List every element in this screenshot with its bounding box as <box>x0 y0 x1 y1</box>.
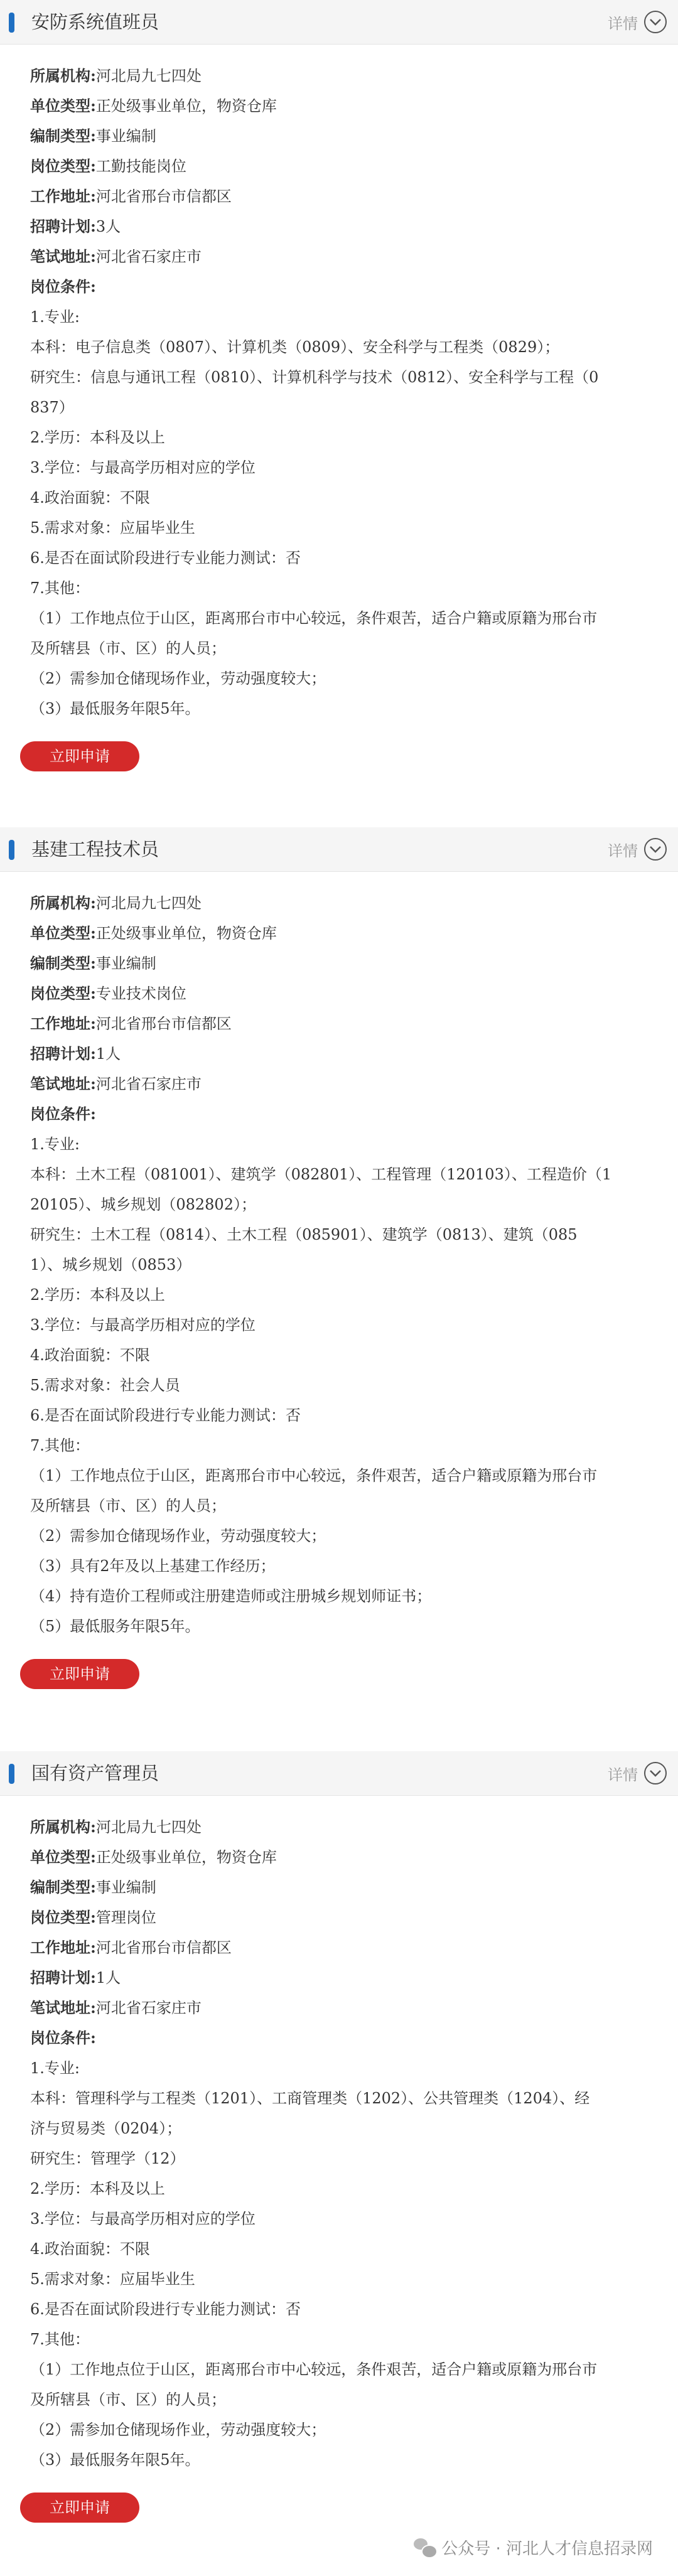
condition-line: 4.政治面貌：不限 <box>30 1346 150 1364</box>
info-key: 工作地址: <box>30 1938 96 1956</box>
info-key: 单位类型: <box>30 1848 96 1866</box>
info-row <box>30 1933 648 1963</box>
info-row <box>30 91 648 121</box>
section-title: 国有资产管理员 <box>31 1763 159 1784</box>
condition-line: 7.其他： <box>30 2331 90 2348</box>
condition-line: 研究生：土木工程（0814）、土木工程（085901）、建筑学（0813）、建筑（085 <box>30 1226 578 1243</box>
condition-line: 3.学位：与最高学历相对应的学位 <box>30 2210 256 2228</box>
section-header <box>0 0 678 45</box>
condition-line: 4.政治面貌：不限 <box>30 2240 150 2258</box>
info-value: 河北局九七四处 <box>95 894 202 912</box>
condition-line: 2.学历：本科及以上 <box>30 2180 165 2198</box>
condition-line: （4）持有造价工程师或注册建造师或注册城乡规划师证书； <box>30 1587 432 1605</box>
info-value: 河北省石家庄市 <box>95 1075 202 1093</box>
condition-line: 3.学位：与最高学历相对应的学位 <box>30 1316 256 1334</box>
info-row <box>30 242 648 272</box>
info-row <box>30 1842 648 1872</box>
info-key: 笔试地址: <box>30 247 96 266</box>
info-key: 招聘计划: <box>30 1968 96 1987</box>
info-key: 所属机构: <box>30 894 96 912</box>
condition-line: （2）需参加仓储现场作业，劳动强度较大； <box>30 670 326 687</box>
condition-line: （1）工作地点位于山区，距离邢台市中心较远，条件艰苦，适合户籍或原籍为邢台市 <box>30 1467 598 1484</box>
info-key: 岗位条件: <box>30 277 96 296</box>
info-row <box>30 1963 648 1993</box>
info-row <box>30 1872 648 1902</box>
condition-line: 2.学历：本科及以上 <box>30 429 165 446</box>
info-row <box>30 1009 648 1039</box>
footer-watermark <box>414 2536 653 2559</box>
footer-text: 公众号 · 河北人才信息招录网 <box>441 2540 653 2558</box>
info-row <box>30 918 648 948</box>
info-value: 河北局九七四处 <box>95 1818 202 1836</box>
section-body <box>0 1796 678 2475</box>
detail-toggle[interactable] <box>608 837 667 862</box>
apply-button[interactable]: 立即申请 <box>20 741 139 771</box>
condition-line: 6.是否在面试阶段进行专业能力测试：否 <box>30 549 301 567</box>
condition-line: 2.学历：本科及以上 <box>30 1286 165 1304</box>
info-row <box>30 979 648 1009</box>
info-key: 岗位类型: <box>30 157 96 175</box>
condition-line: 及所辖县（市、区）的人员； <box>30 640 226 657</box>
info-key: 单位类型: <box>30 924 96 942</box>
condition-line: （2）需参加仓储现场作业，劳动强度较大； <box>30 2421 326 2439</box>
condition-line: （1）工作地点位于山区，距离邢台市中心较远，条件艰苦，适合户籍或原籍为邢台市 <box>30 609 598 627</box>
info-value: 事业编制 <box>95 127 156 145</box>
info-row <box>30 181 648 212</box>
info-row <box>30 2023 648 2053</box>
info-value: 专业技术岗位 <box>95 985 186 1002</box>
condition-line: 7.其他： <box>30 579 90 597</box>
condition-line: 研究生：信息与通讯工程（0810）、计算机科学与技术（0812）、安全科学与工程（0 <box>30 368 599 386</box>
info-value: 事业编制 <box>95 955 156 972</box>
info-row <box>30 1812 648 1842</box>
info-key: 所属机构: <box>30 1818 96 1836</box>
condition-line: （2）需参加仓储现场作业，劳动强度较大； <box>30 1527 326 1545</box>
info-row <box>30 1039 648 1069</box>
condition-line: （3）具有2年及以上基建工作经历； <box>30 1557 276 1575</box>
detail-label: 详情 <box>608 1766 638 1784</box>
condition-line: 5.需求对象：应届毕业生 <box>30 2270 195 2288</box>
section-accent-bar <box>9 1764 14 1784</box>
info-value: 河北局九七四处 <box>95 67 202 85</box>
condition-line: 837） <box>30 399 74 416</box>
condition-line: 6.是否在面试阶段进行专业能力测试：否 <box>30 2300 301 2318</box>
section-header <box>0 827 678 872</box>
condition-line: （1）工作地点位于山区，距离邢台市中心较远，条件艰苦，适合户籍或原籍为邢台市 <box>30 2361 598 2378</box>
condition-line: 6.是否在面试阶段进行专业能力测试：否 <box>30 1407 301 1424</box>
condition-line: （3）最低服务年限5年。 <box>30 700 200 717</box>
section-header <box>0 1751 678 1796</box>
detail-toggle[interactable] <box>608 9 667 35</box>
info-value: 3人 <box>95 218 121 235</box>
condition-line: 3.学位：与最高学历相对应的学位 <box>30 459 256 476</box>
info-key: 岗位条件: <box>30 1105 96 1123</box>
section-body <box>0 45 678 724</box>
info-key: 工作地址: <box>30 187 96 205</box>
info-key: 笔试地址: <box>30 1075 96 1093</box>
condition-line: 研究生：管理学（12） <box>30 2150 185 2167</box>
info-key: 编制类型: <box>30 954 96 972</box>
info-value: 1人 <box>95 1045 121 1063</box>
info-row <box>30 212 648 242</box>
info-key: 岗位类型: <box>30 1908 96 1926</box>
detail-toggle[interactable] <box>608 1761 667 1786</box>
info-row <box>30 151 648 181</box>
info-row <box>30 61 648 91</box>
info-value: 河北省邢台市信都区 <box>95 1015 232 1033</box>
info-value: 河北省邢台市信都区 <box>95 188 232 205</box>
info-key: 招聘计划: <box>30 1044 96 1063</box>
info-value: 河北省石家庄市 <box>95 248 202 266</box>
condition-line: 及所辖县（市、区）的人员； <box>30 2391 226 2408</box>
info-row <box>30 948 648 979</box>
info-value: 正处级事业单位，物资仓库 <box>95 97 277 115</box>
section-body <box>0 872 678 1641</box>
info-key: 岗位类型: <box>30 984 96 1002</box>
info-row <box>30 1902 648 1933</box>
info-key: 岗位条件: <box>30 2029 96 2047</box>
job-section-2 <box>0 827 678 1689</box>
condition-line: 20105）、城乡规划（082802）； <box>30 1196 256 1213</box>
apply-button[interactable]: 立即申请 <box>20 2493 139 2523</box>
info-value: 事业编制 <box>95 1879 156 1896</box>
apply-button[interactable]: 立即申请 <box>20 1659 139 1689</box>
condition-line: 1）、城乡规划（0853） <box>30 1256 191 1274</box>
job-section-1 <box>0 0 678 771</box>
info-key: 招聘计划: <box>30 217 96 235</box>
condition-line: 本科：管理科学与工程类（1201）、工商管理类（1202）、公共管理类（1204）、经 <box>30 2090 590 2107</box>
detail-label: 详情 <box>608 14 638 33</box>
detail-label: 详情 <box>608 842 638 860</box>
chevron-down-icon <box>644 1762 667 1784</box>
info-key: 编制类型: <box>30 1878 96 1896</box>
wechat-icon <box>414 2538 435 2557</box>
condition-line: 1.专业: <box>30 2059 80 2077</box>
info-key: 所属机构: <box>30 67 96 85</box>
info-row <box>30 121 648 151</box>
info-value: 工勤技能岗位 <box>95 158 186 175</box>
info-value: 正处级事业单位，物资仓库 <box>95 1849 277 1866</box>
info-key: 编制类型: <box>30 127 96 145</box>
info-key: 单位类型: <box>30 97 96 115</box>
info-row <box>30 1099 648 1129</box>
info-row <box>30 888 648 918</box>
condition-line: 及所辖县（市、区）的人员； <box>30 1497 226 1515</box>
section-accent-bar <box>9 13 14 33</box>
condition-line: 5.需求对象：社会人员 <box>30 1377 180 1394</box>
condition-line: （5）最低服务年限5年。 <box>30 1618 200 1635</box>
condition-line: 7.其他： <box>30 1437 90 1454</box>
condition-line: 济与贸易类（0204）； <box>30 2120 182 2137</box>
info-value: 河北省石家庄市 <box>95 1999 202 2017</box>
info-value: 1人 <box>95 1969 121 1987</box>
condition-line: 1.专业: <box>30 1135 80 1153</box>
section-title: 基建工程技术员 <box>31 839 159 860</box>
section-accent-bar <box>9 840 14 860</box>
info-value: 正处级事业单位，物资仓库 <box>95 925 277 942</box>
chevron-down-icon <box>644 11 667 33</box>
condition-line: 5.需求对象：应届毕业生 <box>30 519 195 537</box>
info-key: 工作地址: <box>30 1014 96 1033</box>
job-section-3 <box>0 1751 678 2523</box>
info-row <box>30 1069 648 1099</box>
info-value: 河北省邢台市信都区 <box>95 1939 232 1956</box>
condition-line: 1.专业: <box>30 308 80 326</box>
condition-line: 4.政治面貌：不限 <box>30 489 150 507</box>
condition-line: 本科：土木工程（081001）、建筑学（082801）、工程管理（120103）、工程造价（1 <box>30 1166 612 1183</box>
info-value: 管理岗位 <box>95 1909 156 1926</box>
info-row <box>30 272 648 302</box>
section-title: 安防系统值班员 <box>31 11 159 33</box>
condition-line: 本科：电子信息类（0807）、计算机类（0809）、安全科学与工程类（0829）； <box>30 338 560 356</box>
info-row <box>30 1993 648 2023</box>
info-key: 笔试地址: <box>30 1999 96 2017</box>
condition-line: （3）最低服务年限5年。 <box>30 2451 200 2469</box>
chevron-down-icon <box>644 838 667 861</box>
